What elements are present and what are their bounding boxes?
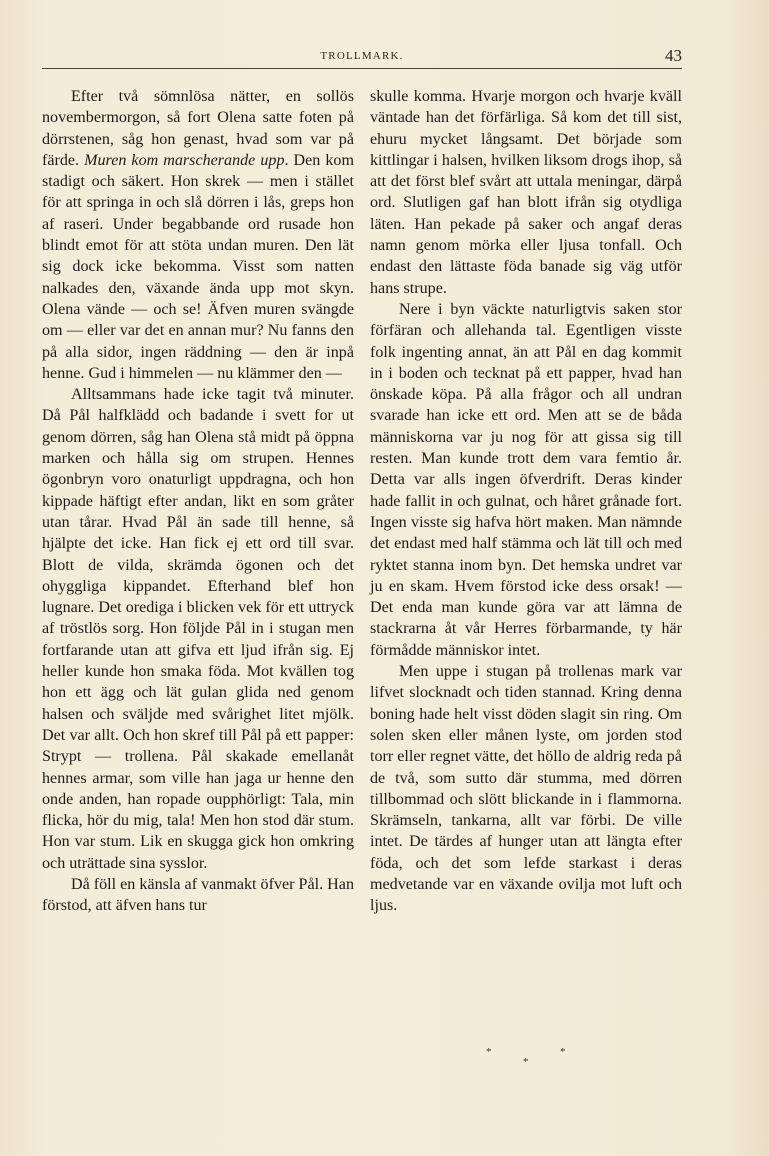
page-header — [42, 46, 682, 68]
italic-phrase: Muren kom marscherande upp — [84, 151, 285, 169]
paragraph-text: Efter två sömnlösa nätter, en sollös novembermorgon, så fort Olena satte foten på dörrstenen, såg hon genast, hvad som var på färde. — [42, 88, 354, 169]
header-rule — [42, 68, 682, 69]
page-number: 43 — [665, 46, 682, 65]
paragraph-continued: skulle komma. Hvarje morgon och hvarje kväll väntade han det förfärliga. Så kom det till sist, ehuru mycket långsamt. Det började som kittlingar i halsen, hvilken liksom drogs ihop, så att det först blef svårt att uttala meningar, därpå ord. Slutligen gaf han blott ifrån sig otydliga läten. Han pekade på saker och angaf deras namn genom mörka eller ljusa tonfall. Och endast den lättaste föda banade sig väg utför hans strupe. — [370, 88, 682, 297]
running-title: TROLLMARK. — [320, 50, 404, 62]
left-column — [42, 86, 354, 917]
paragraph: Då föll en känsla af vanmakt öfver Pål. Han förstod, att äfven hans tur — [42, 875, 354, 915]
paragraph: Nere i byn väckte naturligtvis saken stor förfäran och allehanda tal. Egentligen visste folk ingenting annat, än att Pål en dag kommit in i boden och tecknat på ett papper, hvad han önskade köpa. På alla frågor och all undran svarade han icke ett ord. Men att se de båda människorna var ju nog för att gissa sig till resten. Man kunde trott dem vara femtio år. Detta var alls ingen öfverdrift. Deras kinder hade fallit in och gulnat, och håret grånade fort. Ingen visste sig hafva hört maken. Man nämnde det endast med half stämma och lät till och med ryktet stanna inom byn. Det hemska undret var ju en skam. Hvem förstod icke dess orsak! — Det enda man kunde göra var att lämna de stackrarna åt vår Herres förbarmande, ty här förmådde människor intet. — [370, 300, 682, 659]
asterisk: * — [560, 1046, 566, 1058]
paragraph: Alltsammans hade icke tagit två minuter. Då Pål halfklädd och badande i svett for ut genom dörren, såg han Olena stå midt på öppna marken och hålla sig om strupen. Hennes ögonbryn voro onaturligt uppdragna, och hon kippade häftigt efter andan, likt en som gråter utan tårar. Hvad Pål än sade till henne, så hjälpte det icke. Han fick ej ett ord till svar. Blott de vilda, skrämda ögonen och det ohyggliga kippandet. Efterhand blef hon lugnare. Det orediga i blicken vek för ett uttryck af tröstlös sorg. Hon följde Pål in i stugan men fortfarande utan att gifva ett ljud ifrån sig. Ej heller kunde hon smaka föda. Mot kvällen tog hon ett ägg och lät gulan glida ned genom halsen och sväljde med svårighet litet mjölk. Det var allt. Och hon skref till Pål på ett papper: Strypt — trollena. Pål skakade emellanåt hennes armar, som ville han jaga ur henne den onde anden, han ropade oupphörligt: Tala, min flicka, hör du mig, tala! Men hon stod där stum. Hon var stum. Lik en skugga gick hon omkring och uträttade sina sysslor. — [42, 386, 354, 872]
asterisk: * — [486, 1046, 492, 1058]
paragraph-text: . Den kom stadigt och säkert. Hon skrek — men i stället för att springa in och slå dörren i lås, greps hon af raseri. Under begabbande ord rusade hon blindt emot för att stöta undan muren. Den lät sig dock icke bekomma. Visst som natten nalkades den, växande ända upp mot skyn. Olena vände — och se! Äfven muren svängde om — eller var det en annan mur? Nu fanns den på alla sidor, ingen räddning — den är inpå henne. Gud i himmelen — nu klämmer den — — [42, 151, 354, 382]
paragraph: Men uppe i stugan på trollenas mark var lifvet slocknadt och tiden stannad. Kring denna boning hade helt visst döden slagit sin ring. Om solen sken eller månen lyste, om jorden stod torr eller regnet vätte, det höllo de aldrig reda på de två, som sutto där stumma, med dörren tillbommad och slött blickande in i flammorna. Skrämseln, tankarna, allt var förbi. De ville intet. De tärdes af hunger utan att längta efter föda, och det som lefde starkast i deras medvetande var en växande ovilja mot luft och ljus. — [370, 663, 682, 915]
asterisk: * — [523, 1056, 529, 1068]
right-column — [370, 86, 682, 917]
section-break-asterism — [478, 1046, 578, 1072]
paragraph — [42, 86, 354, 384]
